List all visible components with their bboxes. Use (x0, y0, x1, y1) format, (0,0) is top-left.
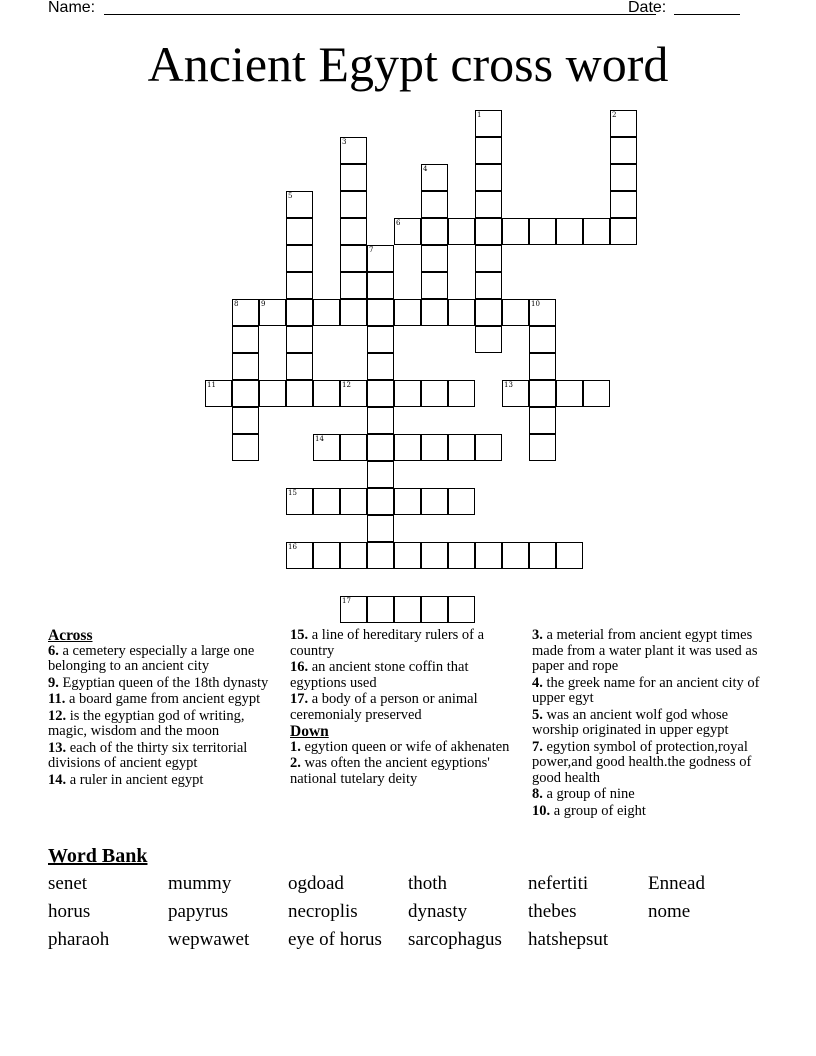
clue-number: 8. (532, 786, 547, 802)
word-bank-word: papyrus (168, 901, 229, 922)
crossword-cell[interactable] (367, 461, 394, 488)
crossword-cell[interactable] (367, 515, 394, 542)
crossword-cell[interactable] (502, 380, 529, 407)
crossword-cell[interactable] (529, 218, 556, 245)
clues-column-2 (290, 628, 520, 788)
crossword-cell[interactable] (367, 380, 394, 407)
clue-text: a line of hereditary rulers of a country (290, 627, 485, 659)
crossword-cell[interactable] (556, 218, 583, 245)
crossword-cell[interactable] (421, 542, 448, 569)
clue-item (48, 773, 278, 789)
clue-item (290, 628, 520, 659)
crossword-cell[interactable] (421, 488, 448, 515)
page-title: Ancient Egypt cross word (147, 36, 669, 92)
crossword-cell[interactable] (529, 542, 556, 569)
crossword-cell[interactable] (313, 542, 340, 569)
clue-number-label: 7 (369, 246, 374, 254)
word-bank-word: dynasty (408, 901, 468, 922)
crossword-cell[interactable] (367, 596, 394, 623)
clue-item (532, 804, 772, 820)
clue-number-label: 13 (504, 381, 513, 389)
clues-column-3 (532, 628, 772, 820)
crossword-cell[interactable] (367, 488, 394, 515)
word-bank-word: eye of horus (288, 929, 382, 950)
crossword-cell[interactable] (232, 380, 259, 407)
clue-number: 2. (290, 755, 305, 771)
clue-number: 3. (532, 627, 547, 643)
crossword-cell[interactable] (502, 542, 529, 569)
clue-number: 6. (48, 642, 63, 659)
crossword-cell[interactable] (610, 110, 637, 137)
clue-number-label: 12 (342, 381, 351, 389)
crossword-cell[interactable] (529, 353, 556, 380)
crossword-cell[interactable] (475, 164, 502, 191)
crossword-cell[interactable] (421, 218, 448, 245)
clue-item (290, 756, 520, 787)
clue-number: 4. (532, 674, 547, 691)
crossword-cell[interactable] (556, 380, 583, 407)
clue-number-label: 5 (288, 192, 293, 200)
clue-number-label: 14 (315, 435, 324, 443)
crossword-cell[interactable] (259, 299, 286, 326)
crossword-cell[interactable] (367, 542, 394, 569)
clue-number-label: 10 (531, 300, 540, 308)
clue-number: 16. (290, 659, 312, 675)
date-label: Date: (628, 0, 667, 16)
crossword-cell[interactable] (340, 218, 367, 245)
clue-text: is the egyptian god of writing, magic, wisdom and the moon (48, 707, 245, 739)
word-bank-word: nefertiti (528, 873, 589, 894)
crossword-cell[interactable] (448, 596, 475, 623)
crossword-cell[interactable] (313, 488, 340, 515)
name-label: Name: (48, 0, 96, 16)
crossword-cell[interactable] (610, 137, 637, 164)
clue-number: 17. (290, 691, 312, 707)
crossword-cell[interactable] (340, 245, 367, 272)
across-clues-list (48, 644, 278, 789)
clue-text: the greek name for an ancient city of upper egyt (532, 674, 760, 706)
clue-number-label: 11 (207, 381, 216, 389)
word-bank (48, 872, 768, 956)
crossword-cell[interactable] (421, 245, 448, 272)
clue-text: egytion symbol of protection,royal power,and good health.the godness of good health (532, 738, 752, 786)
crossword-cell[interactable] (529, 407, 556, 434)
crossword-cell[interactable] (421, 434, 448, 461)
crossword-cell[interactable] (286, 272, 313, 299)
word-bank-word: hatshepsut (528, 929, 609, 950)
crossword-cell[interactable] (232, 299, 259, 326)
crossword-cell[interactable] (394, 380, 421, 407)
clue-number-label: 1 (477, 111, 482, 119)
crossword-cell[interactable] (610, 164, 637, 191)
clue-item (532, 787, 772, 803)
crossword-cell[interactable] (340, 542, 367, 569)
clues-column-1 (48, 628, 278, 789)
clue-text: an ancient stone coffin that egyptions used (290, 659, 469, 691)
crossword-cell[interactable] (421, 380, 448, 407)
crossword-cell[interactable] (475, 326, 502, 353)
clue-item (532, 628, 772, 675)
crossword-cell[interactable] (340, 596, 367, 623)
clue-number: 9. (48, 674, 63, 691)
crossword-cell[interactable] (394, 596, 421, 623)
crossword-cell[interactable] (529, 326, 556, 353)
clue-number-label: 4 (423, 165, 428, 173)
crossword-cell[interactable] (340, 434, 367, 461)
clue-text: Egyptian queen of the 18th dynasty (62, 674, 269, 691)
word-bank-word: necroplis (288, 901, 358, 922)
clue-number-label: 6 (396, 219, 401, 227)
crossword-cell[interactable] (448, 488, 475, 515)
clue-item (48, 692, 278, 708)
crossword-cell[interactable] (421, 164, 448, 191)
crossword-cell[interactable] (475, 137, 502, 164)
clue-item (532, 676, 772, 707)
clue-text: egytion queen or wife of akhenaten (304, 738, 510, 755)
clue-number-label: 17 (342, 597, 351, 605)
crossword-cell[interactable] (367, 326, 394, 353)
crossword-cell[interactable] (232, 434, 259, 461)
crossword-cell[interactable] (421, 272, 448, 299)
crossword-cell[interactable] (286, 326, 313, 353)
crossword-cell[interactable] (421, 596, 448, 623)
word-bank-row (48, 900, 768, 928)
clue-item (48, 741, 278, 772)
crossword-cell[interactable] (286, 299, 313, 326)
down-clues-list-continued (532, 628, 772, 819)
word-bank-word: horus (48, 901, 91, 922)
crossword-cell[interactable] (502, 299, 529, 326)
across-clues-list-continued (290, 628, 520, 723)
crossword-cell[interactable] (367, 245, 394, 272)
crossword-cell[interactable] (340, 191, 367, 218)
word-bank-word: sarcophagus (408, 929, 502, 950)
clue-text: a body of a person or animal ceremonialy preserved (290, 691, 478, 723)
word-bank-word: pharaoh (48, 929, 110, 950)
clue-item (290, 660, 520, 691)
clue-number: 14. (48, 771, 70, 788)
word-bank-word: ogdoad (288, 873, 344, 894)
crossword-cell[interactable] (367, 272, 394, 299)
crossword-cell[interactable] (232, 407, 259, 434)
clue-item (532, 708, 772, 739)
crossword-cell[interactable] (475, 245, 502, 272)
clue-text: each of the thirty six territorial divisions of ancient egypt (48, 739, 248, 771)
crossword-cell[interactable] (313, 380, 340, 407)
crossword-cell[interactable] (367, 353, 394, 380)
crossword-cell[interactable] (475, 299, 502, 326)
clue-number: 13. (48, 739, 70, 756)
crossword-cell[interactable] (394, 488, 421, 515)
crossword-cell[interactable] (583, 218, 610, 245)
crossword-cell[interactable] (529, 380, 556, 407)
crossword-cell[interactable] (394, 542, 421, 569)
clue-item (532, 740, 772, 787)
clue-number-label: 9 (261, 300, 266, 308)
clue-number: 5. (532, 706, 547, 723)
down-clues-list (290, 740, 520, 788)
crossword-cell[interactable] (448, 299, 475, 326)
crossword-cell[interactable] (205, 380, 232, 407)
crossword-cell[interactable] (367, 299, 394, 326)
clue-text: a meterial from ancient egypt times made from a water plant it was used as paper and rope (532, 627, 758, 674)
crossword-cell[interactable] (394, 299, 421, 326)
crossword-cell[interactable] (556, 542, 583, 569)
clue-number: 12. (48, 707, 70, 724)
crossword-cell[interactable] (259, 380, 286, 407)
word-bank-word: nome (648, 901, 691, 922)
crossword-cell[interactable] (232, 326, 259, 353)
crossword-cell[interactable] (448, 542, 475, 569)
clue-text: a group of nine (546, 786, 635, 802)
clue-item (290, 740, 520, 756)
crossword-cell[interactable] (475, 191, 502, 218)
word-bank-row (48, 872, 768, 900)
clue-item (48, 709, 278, 740)
word-bank-word: mummy (168, 873, 232, 894)
crossword-cell[interactable] (421, 299, 448, 326)
crossword-cell[interactable] (448, 218, 475, 245)
down-heading: Down (290, 723, 329, 740)
crossword-cell[interactable] (340, 299, 367, 326)
crossword-cell[interactable] (340, 164, 367, 191)
crossword-cell[interactable] (313, 434, 340, 461)
clue-number: 15. (290, 627, 312, 643)
crossword-cell[interactable] (475, 272, 502, 299)
clue-number-label: 8 (234, 300, 239, 308)
crossword-cell[interactable] (286, 245, 313, 272)
across-heading: Across (48, 627, 93, 644)
crossword-cell[interactable] (475, 434, 502, 461)
crossword-cell[interactable] (340, 488, 367, 515)
clue-text: a group of eight (553, 802, 646, 819)
crossword-cell[interactable] (313, 299, 340, 326)
crossword-cell[interactable] (529, 434, 556, 461)
crossword-cell[interactable] (367, 434, 394, 461)
crossword-cell[interactable] (448, 380, 475, 407)
crossword-cell[interactable] (394, 218, 421, 245)
crossword-cell[interactable] (610, 191, 637, 218)
clue-number: 11. (48, 691, 69, 707)
crossword-cell[interactable] (286, 380, 313, 407)
crossword-cell[interactable] (475, 218, 502, 245)
crossword-cell[interactable] (421, 191, 448, 218)
clue-number: 1. (290, 738, 305, 755)
clue-text: was often the ancient egyptions' national tutelary deity (290, 755, 490, 787)
crossword-cell[interactable] (475, 110, 502, 137)
crossword-cell[interactable] (475, 542, 502, 569)
crossword-cell[interactable] (340, 137, 367, 164)
clue-text: a board game from ancient egypt (68, 691, 261, 707)
clue-text: was an ancient wolf god whose worship originated in upper egypt (532, 706, 729, 738)
word-bank-word: thebes (528, 901, 577, 922)
crossword-cell[interactable] (583, 380, 610, 407)
crossword-cell[interactable] (367, 407, 394, 434)
clue-number-label: 15 (288, 489, 297, 497)
crossword-cell[interactable] (340, 272, 367, 299)
crossword-cell[interactable] (286, 488, 313, 515)
word-bank-word: thoth (408, 873, 448, 894)
word-bank-row (48, 928, 768, 956)
crossword-cell[interactable] (502, 218, 529, 245)
crossword-cell[interactable] (286, 218, 313, 245)
crossword-cell[interactable] (340, 380, 367, 407)
clue-text: a cemetery especially a large one belonging to an ancient city (48, 642, 255, 674)
crossword-cell[interactable] (232, 353, 259, 380)
word-bank-title: Word Bank (48, 845, 148, 867)
crossword-cell[interactable] (529, 299, 556, 326)
word-bank-word: Ennead (648, 873, 705, 894)
word-bank-word: senet (48, 873, 88, 894)
clue-number-label: 3 (342, 138, 347, 146)
clue-number-label: 2 (612, 111, 617, 119)
clue-item (48, 644, 278, 675)
clue-text: a ruler in ancient egypt (69, 771, 204, 788)
crossword-cell[interactable] (448, 434, 475, 461)
clue-number: 7. (532, 738, 547, 755)
clue-item (290, 692, 520, 723)
crossword-cell[interactable] (286, 353, 313, 380)
crossword-cell[interactable] (394, 434, 421, 461)
clue-item (48, 676, 278, 692)
clue-number: 10. (532, 802, 554, 819)
crossword-cell[interactable] (286, 542, 313, 569)
word-bank-word: wepwawet (168, 929, 250, 950)
crossword-cell[interactable] (610, 218, 637, 245)
crossword-cell[interactable] (286, 191, 313, 218)
clue-number-label: 16 (288, 543, 297, 551)
